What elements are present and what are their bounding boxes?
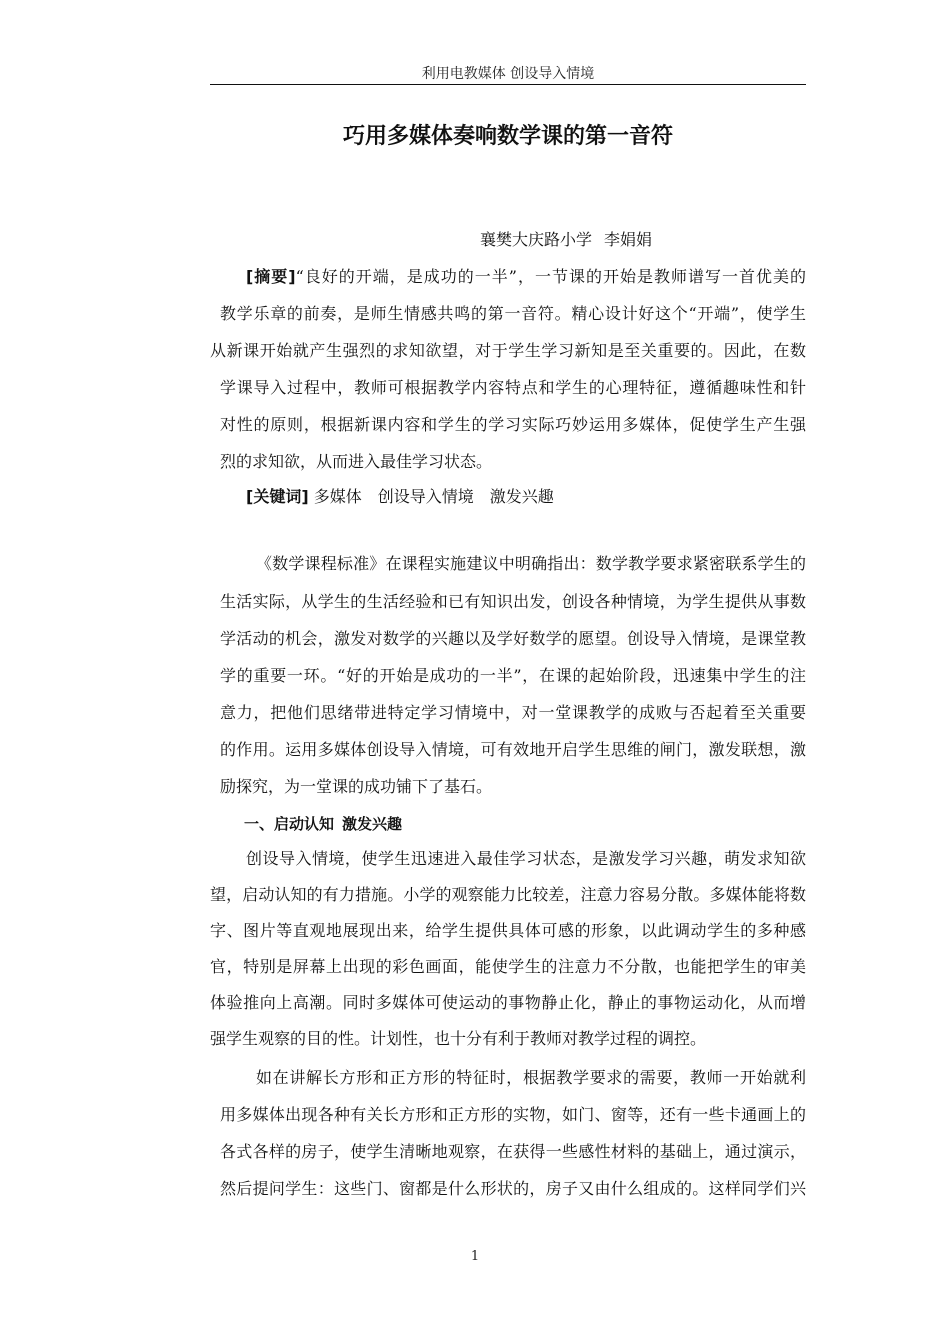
section-para-line: 体验推向上高潮。同时多媒体可使运动的事物静止化，静止的事物运动化，从而增: [210, 993, 806, 1012]
intro-line: 生活实际，从学生的生活经验和已有知识出发，创设各种情境，为学生提供从事数: [220, 592, 806, 611]
author-line: [480, 228, 652, 252]
keyword-item: 多媒体: [313, 487, 362, 506]
section-para-line: 各式各样的房子，使学生清晰地观察，在获得一些感性材料的基础上，通过演示，: [220, 1142, 806, 1161]
section-para-line: 官，特别是屏幕上出现的彩色画面，能使学生的注意力不分散，也能把学生的审美: [210, 957, 806, 976]
author-school: 襄樊大庆路小学: [480, 230, 593, 249]
section-para-line: 望，启动认知的有力措施。小学的观察能力比较差，注意力容易分散。多媒体能将数: [210, 885, 806, 904]
abstract-label: [摘要]: [246, 267, 296, 286]
document-title: 巧用多媒体奏响数学课的第一音符: [342, 124, 673, 149]
intro-line: 意力，把他们思绪带进特定学习情境中，对一堂课教学的成败与否起着至关重要: [220, 703, 806, 722]
abstract-text: “良好的开端，是成功的一半”，一节课的开始是教师谱写一首优美的: [295, 267, 806, 286]
section-para-line: 用多媒体出现各种有关长方形和正方形的实物，如门、窗等，还有一些卡通画上的: [220, 1105, 806, 1124]
keywords-line: [246, 485, 554, 509]
abstract-line: 从新课开始就产生强烈的求知欲望，对于学生学习新知是至关重要的。因此，在数: [210, 341, 806, 360]
section-para-line: 强学生观察的目的性。计划性，也十分有利于教师对教学过程的调控。: [210, 1029, 707, 1048]
author-name: 李娟娟: [604, 230, 653, 249]
abstract-line: 烈的求知欲，从而进入最佳学习状态。: [220, 452, 493, 471]
section-heading-part: 一、启动认知: [244, 815, 335, 833]
running-header: 利用电教媒体 创设导入情境: [210, 64, 806, 85]
keywords-label: [关键词]: [246, 487, 309, 506]
intro-line: 学活动的机会，激发对数学的兴趣以及学好数学的愿望。创设导入情境，是课堂教: [220, 629, 806, 648]
intro-line: 《数学课程标准》在课程实施建议中明确指出：数学教学要求紧密联系学生的: [256, 554, 806, 573]
section-para-line: 然后提问学生：这些门、窗都是什么形状的，房子又由什么组成的。这样同学们兴: [220, 1179, 806, 1198]
keyword-item: 激发兴趣: [489, 487, 554, 506]
abstract-line: 学课导入过程中，教师可根据教学内容特点和学生的心理特征，遵循趣味性和针: [220, 378, 806, 397]
abstract-line: 对性的原则，根据新课内容和学生的学习实际巧妙运用多媒体，促使学生产生强: [220, 415, 806, 434]
section-heading-part: 激发兴趣: [342, 815, 403, 833]
section-para-line: 字、图片等直观地展现出来，给学生提供具体可感的形象，以此调动学生的多种感: [210, 921, 806, 940]
abstract-line: [246, 265, 806, 289]
section-para-line: 创设导入情境，使学生迅速进入最佳学习状态，是激发学习兴趣，萌发求知欲: [246, 849, 806, 868]
abstract-line: 教学乐章的前奏，是师生情感共鸣的第一音符。精心设计好这个“开端”，使学生: [220, 304, 806, 323]
section-heading: [244, 812, 402, 836]
intro-line: 的作用。运用多媒体创设导入情境，可有效地开启学生思维的闸门，激发联想，激: [220, 740, 806, 759]
page-number: 1: [470, 1249, 480, 1264]
keyword-item: 创设导入情境: [377, 487, 474, 506]
intro-line: 学的重要一环。“好的开始是成功的一半”，在课的起始阶段，迅速集中学生的注: [220, 666, 806, 685]
section-para-line: 如在讲解长方形和正方形的特征时，根据教学要求的需要，教师一开始就利: [256, 1068, 806, 1087]
intro-line: 励探究，为一堂课的成功铺下了基石。: [220, 777, 493, 796]
